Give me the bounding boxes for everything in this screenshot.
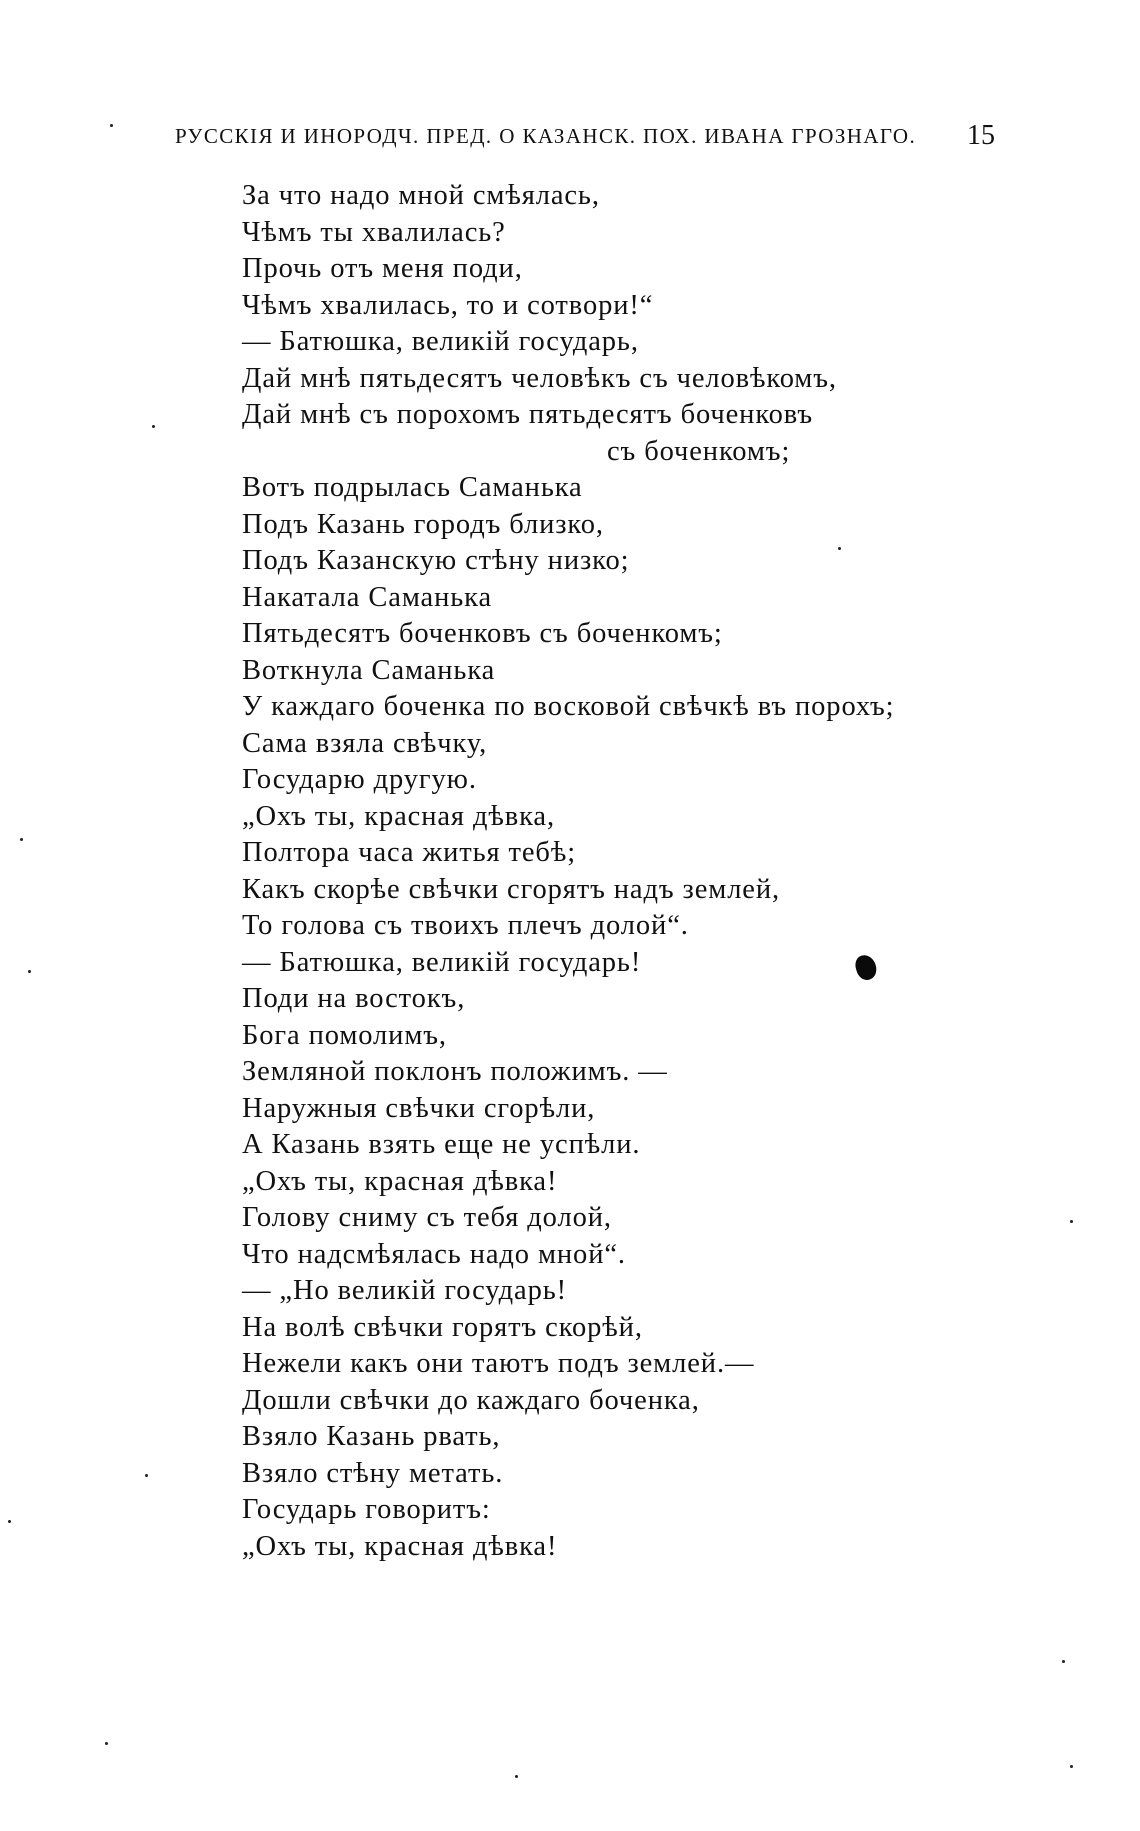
- verse-line: Подъ Казань городъ близко,: [242, 508, 604, 540]
- verse-line: „Охъ ты, красная дѣвка!: [242, 1530, 558, 1562]
- verse-line: За что надо мной смѣялась,: [242, 180, 600, 211]
- verse-line: Вотъ подрылась Саманька: [242, 472, 583, 503]
- scan-speck: [145, 1474, 148, 1477]
- verse-line: У каждаго боченка по восковой свѣчкѣ въ порохъ;: [242, 691, 895, 722]
- verse-line: Нежели какъ они таютъ подъ землей.—: [242, 1348, 755, 1379]
- verse-line: „Охъ ты, красная дѣвка,: [242, 800, 555, 832]
- verse-line: Что надсмѣялась надо мной“.: [242, 1238, 626, 1270]
- scan-speck: [515, 1775, 518, 1778]
- verse-line: Накатала Саманька: [242, 581, 493, 613]
- verse-line: То голова съ твоихъ плечъ долой“.: [242, 910, 689, 941]
- verse-line: Наружныя свѣчки сгорѣли,: [242, 1092, 596, 1124]
- scan-speck: [1070, 1765, 1073, 1768]
- verse-line: Голову сниму съ тебя долой,: [242, 1202, 612, 1233]
- scan-speck: [110, 124, 113, 127]
- verse-line: Сама взяла свѣчку,: [242, 727, 488, 759]
- verse-line: — Батюшка, великій государь!: [242, 946, 642, 978]
- scan-speck: [1070, 1220, 1073, 1223]
- verse-line: А Казань взять еще не успѣли.: [242, 1129, 641, 1160]
- verse-line: Земляной поклонъ положимъ. —: [242, 1056, 668, 1087]
- verse-line: Прочь отъ меня поди,: [242, 253, 523, 284]
- verse-line: Подъ Казанскую стѣну низко;: [242, 545, 630, 576]
- verse-line: „Охъ ты, красная дѣвка!: [242, 1165, 558, 1197]
- verse-line: Дошли свѣчки до каждаго боченка,: [242, 1384, 700, 1416]
- running-head: [175, 120, 995, 160]
- verse-line: Поди на востокъ,: [242, 983, 466, 1014]
- running-title: РУССКІЯ И ИНОРОДЧ. ПРЕД. О КАЗАНСК. ПОХ. ИВАНА ГРОЗНАГО.: [175, 124, 917, 148]
- scan-speck: [105, 1742, 108, 1745]
- verse-line: Взяло стѣну метать.: [242, 1457, 504, 1489]
- verse-line-continuation: съ боченкомъ;: [607, 435, 791, 467]
- scan-speck: [1062, 1660, 1065, 1663]
- scan-speck: [8, 1520, 11, 1523]
- verse-line: Дай мнѣ съ порохомъ пятьдесятъ боченковъ: [242, 399, 814, 430]
- verse-line: Дай мнѣ пятьдесятъ человѣкъ съ человѣкомъ,: [242, 362, 837, 394]
- verse-line: — Батюшка, великій государь,: [242, 326, 639, 357]
- verse-line: Государь говоритъ:: [242, 1494, 491, 1525]
- verse-line: На волѣ свѣчки горятъ скорѣй,: [242, 1311, 643, 1343]
- verse-line: Пятьдесятъ боченковъ съ боченкомъ;: [242, 618, 723, 649]
- verse-line: Взяло Казань рвать,: [242, 1421, 501, 1452]
- verse-line: — „Но великій государь!: [242, 1275, 568, 1306]
- poem-text: [242, 178, 1022, 1565]
- scan-speck: [838, 547, 841, 550]
- verse-line: Какъ скорѣе свѣчки сгорятъ надъ землей,: [242, 873, 781, 905]
- scan-speck: [152, 425, 155, 428]
- scan-speck: [20, 838, 23, 841]
- page-number: 15: [967, 120, 995, 151]
- scan-speck: [28, 970, 31, 973]
- verse-line: Чѣмъ ты хвалилась?: [242, 216, 506, 248]
- verse-line: Государю другую.: [242, 764, 477, 795]
- verse-line: Полтора часа житья тебѣ;: [242, 837, 577, 868]
- verse-line: Чѣмъ хвалилась, то и сотвори!“: [242, 289, 654, 321]
- verse-line: Воткнула Саманька: [242, 654, 496, 686]
- verse-line: Бога помолимъ,: [242, 1019, 447, 1051]
